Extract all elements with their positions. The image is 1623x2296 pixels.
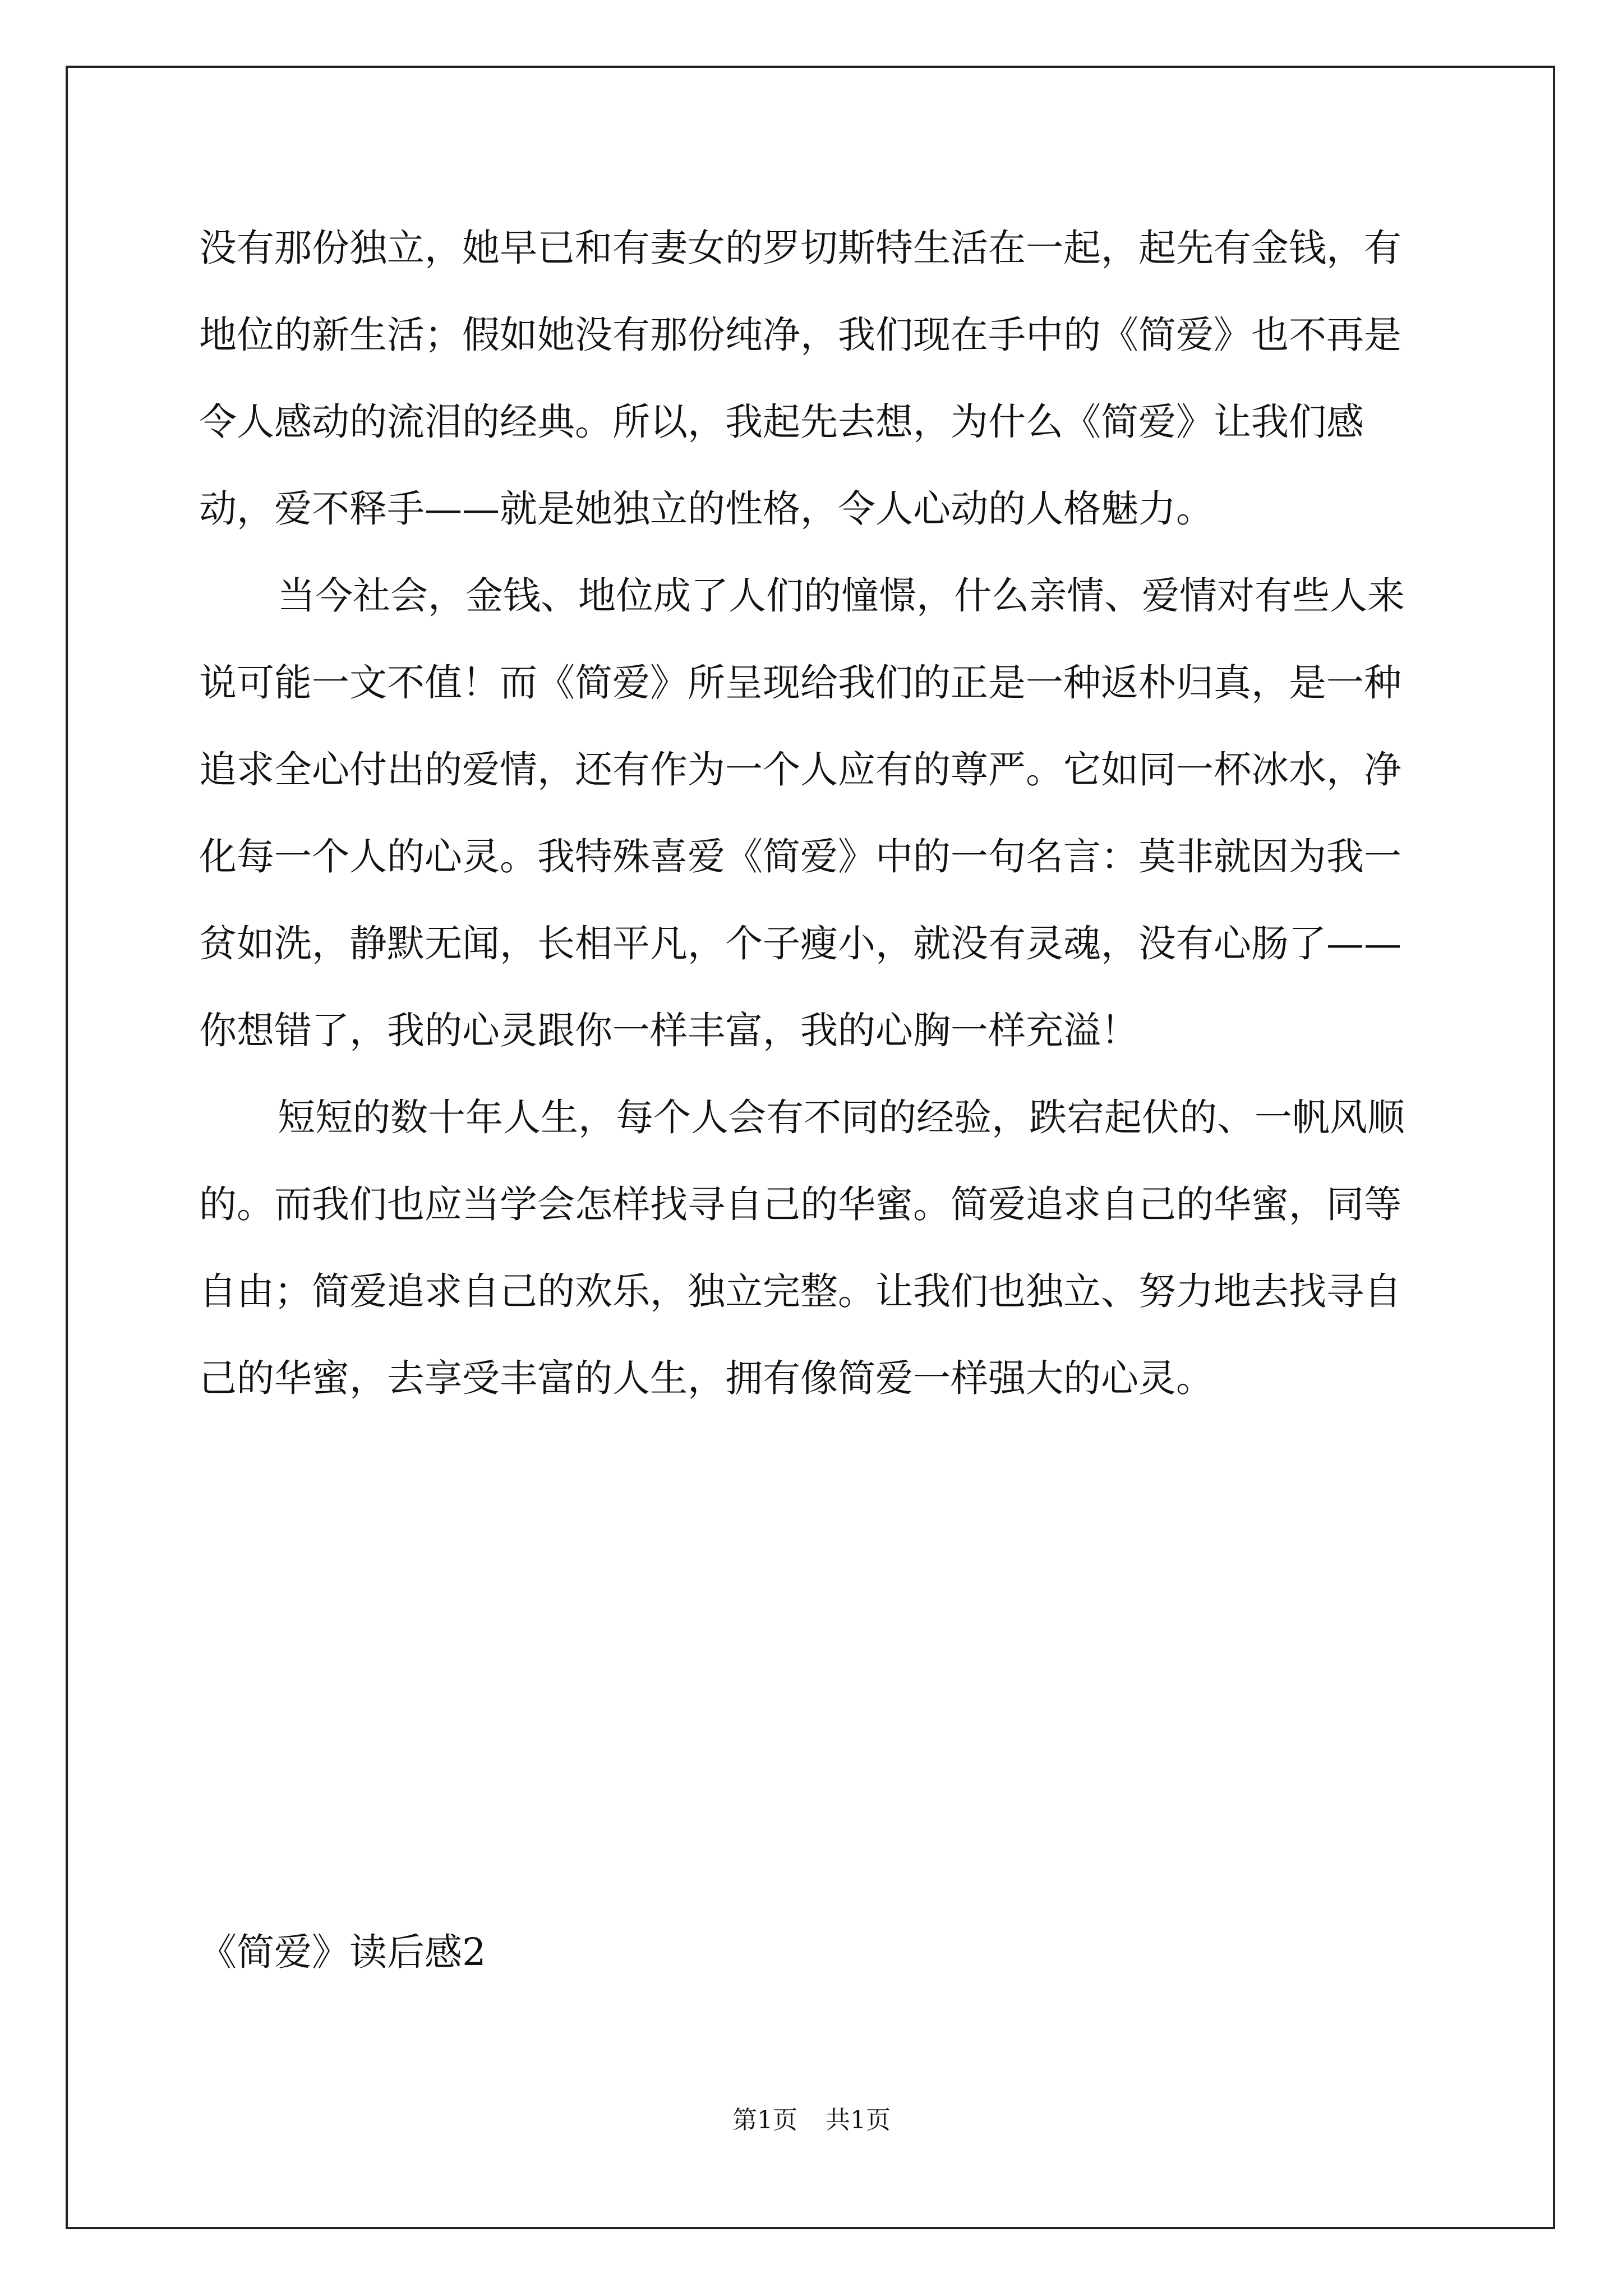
paragraph-1: 没有那份独立，她早已和有妻女的罗切斯特生活在一起，起先有金钱，有地位的新生活；假如她没有那份纯净，我们现在手中的《简爱》也不再是令人感动的流泪的经典。所以，我起先去想，为什么《简爱》让我们感动，爱不释手——就是她独立的性格，令人心动的人格魅力。 bbox=[199, 226, 1401, 531]
section-heading: 《简爱》读后感2 bbox=[199, 1930, 486, 1974]
page-total: 共1页 bbox=[826, 2106, 891, 2134]
paragraph-2: 当今社会，金钱、地位成了人们的憧憬，什么亲情、爱情对有些人来说可能一文不值！而《简爱》所呈现给我们的正是一种返朴归真，是一种追求全心付出的爱情，还有作为一个人应有的尊严。它如同一杯冰水，净化每一个人的心灵。我特殊喜爱《简爱》中的一句名言：莫非就因为我一贫如洗，静默无闻，长相平凡，个子瘦小，就没有灵魂，没有心肠了——你想错了，我的心灵跟你一样丰富，我的心胸一样充溢！ bbox=[199, 574, 1405, 1052]
paragraph-3: 短短的数十年人生，每个人会有不同的经验，跌宕起伏的、一帆风顺的。而我们也应当学会怎样找寻自己的华蜜。简爱追求自己的华蜜，同等自由；简爱追求自己的欢乐，独立完整。让我们也独立、努力地去找寻自己的华蜜，去享受丰富的人生，拥有像简爱一样强大的心灵。 bbox=[199, 1096, 1405, 1400]
page-number: 第1页 bbox=[732, 2106, 797, 2134]
page-footer bbox=[0, 2104, 1623, 2137]
document-body bbox=[199, 205, 1433, 1422]
